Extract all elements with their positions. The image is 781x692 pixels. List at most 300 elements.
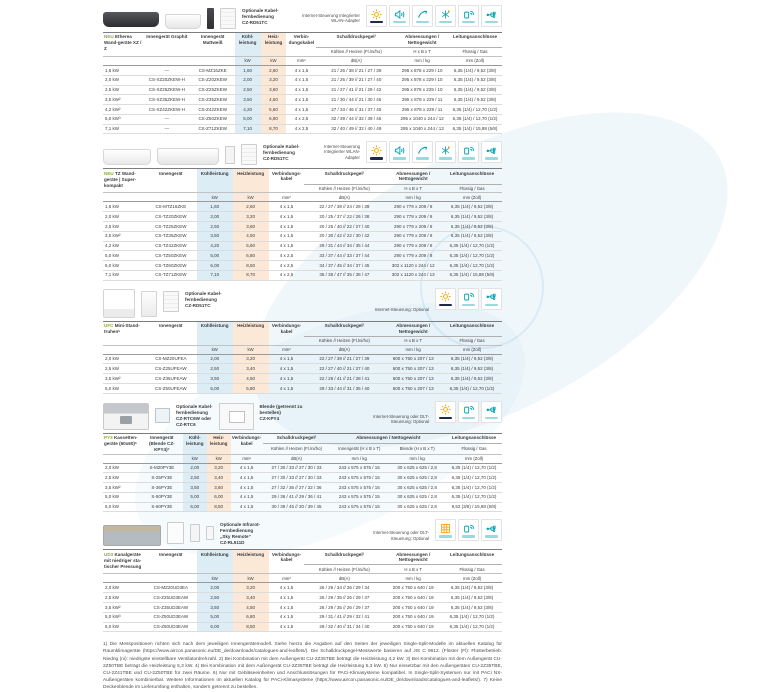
column-header: Schalldruckpegel¹ (304, 321, 384, 336)
value-cell: 6,35 (1/4) / 12,70 (1/2) (446, 492, 502, 502)
column-header: Kühl-leistung (183, 433, 207, 454)
mold-protect-icon (435, 141, 456, 163)
airflow-icon (412, 141, 433, 163)
note-line: CZ-RD51TC (185, 302, 211, 308)
icon-caption-bar (462, 535, 475, 537)
value-cell: 4 x 2,5 (269, 251, 305, 261)
capacity-cell: 3,5 kW² (103, 95, 143, 105)
column-header: Schalldruckpegel¹ (304, 550, 384, 565)
value-cell: 3,50 (183, 483, 207, 493)
value-cell: 4 x 1,5 (231, 492, 263, 502)
value-cell: 6,35 (1/4) / 12,70 (1/2) (442, 251, 502, 261)
column-subheader: Flüssig / Gas (448, 48, 502, 57)
value-cell: 4 x 1,5 (269, 221, 305, 231)
value-cell: 3,60 (261, 85, 287, 95)
column-subheader: Kühlen // Heizen (Fl./ni/ho) (316, 48, 396, 57)
value-cell: 6,35 (1/4) / 9,52 (3/8) (442, 231, 502, 241)
value-cell: 243 x 575 x 575 / 15 (330, 492, 388, 502)
section-title: UFC Mini-Stand-truhen⁵ (103, 321, 145, 345)
column-subheader: Blende (H x B x T) (388, 444, 446, 454)
value-cell: 4 x 1,5 (269, 364, 305, 374)
value-cell: 4,50 (233, 602, 269, 612)
column-subheader: H x B x T (396, 48, 448, 57)
note-line: CZ-RTC6W oder (176, 415, 212, 421)
quiet-icon (389, 141, 410, 163)
unit-cell (145, 193, 197, 202)
spec-row (103, 114, 502, 124)
value-cell: 6,35 (1/4) / 9,52 (3/8) (448, 75, 502, 85)
spec-row (103, 612, 502, 622)
airflow-icon (412, 5, 433, 27)
value-cell: CS-MZ16ZKE (191, 65, 235, 75)
wall-white-xl-image (157, 148, 219, 165)
unit-cell: kW (197, 345, 233, 354)
spec-row (103, 354, 502, 364)
value-cell: 4 x 1,5 (269, 354, 305, 364)
column-subheader: Kühlen // Heizen (Fl./ni/ho) (304, 565, 384, 574)
capacity-cell: 2,5 kW (103, 85, 143, 95)
value-cell: 26 / 29 / 35 // 26 / 29 / 37 (304, 602, 384, 612)
value-cell: CS-Z35UFEAW (145, 374, 197, 384)
value-cell: 6,00 (207, 492, 231, 502)
unit-cell (141, 454, 183, 463)
internet-control-note: Internet-Steuerung Integrierter WLAN-Adapter (302, 12, 360, 24)
value-cell: 22 / 27 / 39 // 21 / 27 / 39 (304, 354, 384, 364)
value-cell: CS-Z20ZKEW (191, 75, 235, 85)
value-cell: CS-Z50UD3EAW (145, 612, 197, 622)
note-line: CZ-RD51TC (263, 156, 289, 162)
feature-icons (435, 519, 502, 541)
note-line: bestellen) (259, 409, 281, 415)
value-cell: 4 x 2,5 (286, 114, 316, 124)
quiet-icon (389, 5, 410, 27)
column-subheader: Kühlen // Heizen (Fl./ni/ho) (263, 444, 331, 454)
value-cell: CS-XZ25ZKEW-H (143, 85, 191, 95)
value-cell: 200 x 750 x 640 / 19 (384, 622, 442, 632)
console-image (103, 289, 135, 318)
value-cell: S-60PY3E (141, 502, 183, 512)
connectivity-icon (481, 141, 502, 163)
icon-caption-bar (439, 157, 452, 159)
column-header: Kühl-leistung (235, 33, 261, 57)
unit-cell: dB(A) (304, 193, 384, 202)
value-cell: 6,00 (183, 502, 207, 512)
value-cell: 6,35 (1/4) / 9,52 (3/8) (442, 212, 502, 222)
column-subheader: Flüssig / Gas (442, 565, 502, 574)
column-header: Heiz-leistung (261, 33, 287, 57)
value-cell: 5,60 (233, 241, 269, 251)
value-cell: 4 x 1,5 (231, 473, 263, 483)
capacity-cell: 5,0 kW (103, 383, 145, 393)
spec-row (103, 492, 502, 502)
value-cell: 4 x 1,5 (286, 85, 316, 95)
value-cell: 4 x 1,5 (269, 583, 305, 593)
value-cell: 22 / 27 / 38 // 24 / 28 / 39 (304, 202, 384, 212)
value-cell: 5,60 (261, 105, 287, 115)
remote-wlan-icon (458, 288, 479, 310)
value-cell: 1,60 (197, 202, 233, 212)
note-line: fernbedienung (263, 150, 295, 156)
icon-caption-bar (485, 21, 498, 23)
series-tag: UFC (104, 322, 114, 328)
value-cell: 2,50 (197, 221, 233, 231)
spec-row (103, 75, 502, 85)
value-cell: 4 x 2,5 (286, 124, 316, 134)
unit-cell (103, 454, 141, 463)
value-cell: 4 x 1,5 (231, 502, 263, 512)
value-cell: 4 x 1,5 (269, 622, 305, 632)
value-cell: CS-TZ25ZKEW (145, 221, 197, 231)
value-cell: 3,20 (233, 212, 269, 222)
capacity-cell: 1,6 kW (103, 65, 143, 75)
unit-cell: mm / kg (396, 57, 448, 66)
spec-row (103, 502, 502, 512)
unit-cell: mm² (286, 57, 316, 66)
column-header: Heiz-leistung (207, 433, 231, 454)
value-cell: 600 x 750 x 207 / 13 (384, 383, 442, 393)
value-cell: 6,80 (233, 251, 269, 261)
note-line: Fernbedienung (220, 528, 254, 534)
column-subheader: Flüssig / Gas (442, 336, 502, 345)
column-header: Kühlleistung (197, 169, 233, 193)
value-cell: 5,00 (197, 251, 233, 261)
remote-pad-image (163, 291, 179, 312)
value-cell: 295 x 878 x 229 / 11 (396, 105, 448, 115)
note-line: CZ-RD51TC (242, 19, 268, 25)
value-cell: 243 x 575 x 575 / 15 (330, 463, 388, 473)
section-title: PY3 Kassetten-geräte (60x60)⁶ (103, 433, 141, 454)
value-cell: CS-Z42ZKEW (191, 105, 235, 115)
value-cell: 2,60 (233, 202, 269, 212)
value-cell: 4 x 1,5 (286, 95, 316, 105)
value-cell: 2,50 (197, 593, 233, 603)
value-cell: 20 / 25 / 37 // 22 / 26 / 38 (304, 212, 384, 222)
spec-row (103, 463, 502, 473)
value-cell: 6,35 (1/4) / 12,70 (1/2) (448, 114, 502, 124)
icon-caption-bar (485, 417, 498, 419)
value-cell: 6,35 (1/4) / 12,70 (1/2) (448, 105, 502, 115)
unit-cell: kW (197, 574, 233, 583)
column-header: Innengerät (145, 169, 197, 193)
icon-caption-bar (439, 304, 452, 306)
remote-wlan-icon (458, 519, 479, 541)
capacity-cell: 2,5 kW (103, 364, 145, 374)
unit-cell: mm² (269, 345, 305, 354)
column-header: Heizleistung (233, 169, 269, 193)
value-cell: 2,00 (197, 212, 233, 222)
value-cell: 290 x 779 x 209 / 8 (384, 231, 442, 241)
value-cell: 22 / 28 / 41 // 21 / 28 / 41 (304, 374, 384, 384)
value-cell: 20 / 26 / 40 // 22 / 27 / 40 (304, 221, 384, 231)
value-cell: CS-Z50UFEAW (145, 383, 197, 393)
nanoe-x-icon (435, 288, 456, 310)
note-line: CZ-RL511D (220, 540, 245, 546)
spec-table-ud3 (103, 549, 502, 632)
icon-caption-bar (485, 304, 498, 306)
column-header: Schalldruckpegel¹ (263, 433, 331, 444)
column-header: Verbindungs-kabel (269, 321, 305, 345)
value-cell: 4 x 2,5 (269, 261, 305, 271)
remote-white-image (167, 522, 184, 544)
value-cell: 4 x 1,5 (286, 75, 316, 85)
icon-caption-bar (370, 157, 383, 159)
note-line: Optionale Kabel- (176, 403, 213, 409)
value-cell: 2,50 (197, 364, 233, 374)
spec-row (103, 270, 502, 280)
value-cell: 2,50 (235, 85, 261, 95)
unit-cell: kW (233, 193, 269, 202)
value-cell: 302 x 1120 x 244 / 12 (384, 261, 442, 271)
value-cell: 4 x 1,5 (269, 383, 305, 393)
value-cell: CS-MTZ16ZKE (145, 202, 197, 212)
icon-caption-bar (439, 21, 452, 23)
capacity-cell: 2,0 kW (103, 463, 141, 473)
value-cell: S-50PY3E (141, 492, 183, 502)
value-cell: CS-Z35UD3EAW (145, 602, 197, 612)
grille-icon (435, 519, 456, 541)
value-cell: 3,50 (235, 95, 261, 105)
value-cell: 200 x 750 x 640 / 19 (384, 593, 442, 603)
value-cell: CS-Z60UD3EAW (145, 622, 197, 632)
product-strip (103, 1, 502, 32)
value-cell: 3,40 (207, 473, 231, 483)
value-cell: 4,50 (233, 231, 269, 241)
value-cell: 4 x 1,5 (269, 602, 305, 612)
icon-caption-bar (370, 21, 383, 23)
note-line: fernbedienung (176, 409, 208, 415)
value-cell: 29 / 31 / 44 // 34 / 35 / 44 (304, 241, 384, 251)
unit-cell: kW (207, 454, 231, 463)
capacity-cell: 6,0 kW (103, 261, 145, 271)
spec-table-tz (103, 168, 502, 280)
remote-mini-image (225, 146, 235, 164)
feature-icons (435, 401, 502, 423)
spec-row (103, 231, 502, 241)
unit-cell: dB(A) (304, 574, 384, 583)
series-tag: NEU (104, 34, 114, 40)
value-cell: 6,35 (1/4) / 12,70 (1/2) (442, 383, 502, 393)
unit-cell: mm / kg (330, 454, 388, 463)
icon-caption-bar (462, 157, 475, 159)
value-cell: CS-TZ42ZKEW (145, 241, 197, 251)
value-cell: S-36PY3E (141, 483, 183, 493)
internet-control-note: Internet-Steuerung oder DLT-Steuerung: Optional (373, 413, 429, 425)
value-cell: 3,40 (233, 364, 269, 374)
value-cell: 243 x 575 x 575 / 15 (330, 502, 388, 512)
value-cell: 3,40 (233, 593, 269, 603)
capacity-cell: 2,5 kW (103, 473, 141, 483)
value-cell: 27 / 33 / 46 // 31 / 37 / 45 (316, 105, 396, 115)
value-cell: CS-XZ35ZKEW-H (143, 95, 191, 105)
value-cell: 6,00 (197, 261, 233, 271)
section-ufc (103, 284, 502, 394)
capacity-cell: 4,2 kW² (103, 105, 143, 115)
feature-icons (435, 288, 502, 310)
unit-cell: mm² (269, 193, 305, 202)
spec-row (103, 261, 502, 271)
catalog-sections (103, 1, 502, 632)
spec-row (103, 202, 502, 212)
note-line: fernbedienung (185, 296, 217, 302)
column-header: Heizleistung (233, 550, 269, 574)
column-header: Innengerät Graphit (143, 33, 191, 57)
spec-row (103, 364, 502, 374)
spec-table-ufc (103, 321, 502, 394)
capacity-cell: 5,0 kW³ (103, 612, 145, 622)
value-cell: 6,35 (1/4) / 12,70 (1/2) (446, 463, 502, 473)
value-cell: 6,35 (1/4) / 9,52 (3/8) (442, 593, 502, 603)
value-cell: 4,20 (235, 105, 261, 115)
unit-cell (103, 193, 145, 202)
icon-caption-bar (462, 21, 475, 23)
unit-cell: dB(A) (316, 57, 396, 66)
remote-wlan-icon (458, 141, 479, 163)
value-cell: CS-Z25UFEAW (145, 364, 197, 374)
unit-cell: kW (183, 454, 207, 463)
spec-row (103, 602, 502, 612)
unit-cell: mm / kg (388, 454, 446, 463)
spec-row (103, 124, 502, 134)
value-cell: 4 x 1,5 (269, 612, 305, 622)
value-cell: — (143, 114, 191, 124)
value-cell: 8,50 (233, 261, 269, 271)
column-header: Leitungsanschlüsse (448, 33, 502, 48)
value-cell: 21 / 26 / 38 // 21 / 27 / 39 (316, 65, 396, 75)
spec-row (103, 383, 502, 393)
value-cell: 6,35 (1/4) / 15,88 (5/8) (448, 124, 502, 134)
column-header: Innengerät (145, 550, 197, 574)
value-cell: 5,00 (197, 383, 233, 393)
nanoe-x-icon (366, 141, 387, 163)
value-cell: S-M20PY3E (141, 463, 183, 473)
capacity-cell: 3,5 kW² (103, 374, 145, 384)
value-cell: 3,50 (197, 374, 233, 384)
spec-row (103, 251, 502, 261)
value-cell: 4 x 1,5 (231, 483, 263, 493)
value-cell: 4 x 2,5 (269, 270, 305, 280)
value-cell: 21 / 26 / 39 // 21 / 27 / 40 (316, 75, 396, 85)
optional-remote-note (176, 401, 213, 428)
spec-table-etherea (103, 32, 502, 134)
section-title: NEU Etherea Wand-geräte XZ / Z (103, 33, 143, 57)
note-line: Blende (getrennt zu (259, 403, 303, 409)
unit-cell: mm / kg (384, 345, 442, 354)
series-tag: NEU (104, 170, 114, 176)
remote-pad-image (241, 144, 257, 165)
value-cell: CS-Z50ZKEW (191, 114, 235, 124)
remote-mini-image (190, 524, 200, 542)
capacity-cell: 7,1 kW (103, 124, 143, 134)
value-cell: 6,35 (1/4) / 9,52 (3/8) (442, 602, 502, 612)
spec-row (103, 221, 502, 231)
column-header: Abmessungen / Nettogewicht (384, 550, 442, 565)
value-cell: 4 x 1,5 (286, 105, 316, 115)
unit-slim-dark-image (207, 8, 214, 29)
value-cell: CS-TZ71ZKEW (145, 270, 197, 280)
series-tag: UD3 (104, 551, 114, 557)
column-header: Verbindungs-kabel (269, 550, 305, 574)
column-header: Abmessungen / Nettogewicht (384, 169, 442, 184)
value-cell: 2,60 (261, 65, 287, 75)
capacity-cell: 7,1 kW (103, 270, 145, 280)
badge-sq-image (155, 408, 170, 423)
value-cell: CS-MZ20UD3EA (145, 583, 197, 593)
product-strip (103, 515, 502, 549)
column-subheader: H x B x T (384, 336, 442, 345)
product-strip (103, 397, 502, 433)
footnotes: 1) Die Messpositionen richten sich nach dem jeweiligen Innengerätemodell. Siehe hierzu die Angaben auf den Seiten der jeweiligen Single-Split-Modelle im aktuellen Katalog für Raumklimageräte (https://www.aircon.panasonic.eu/DE_de/downloads/catalogues-and-leaflets/). Die Schalldruckpegel-Messwerte basieren auf JIS C 9612. (Flüster (Fl): Flüsterbetrieb. Niedrig (ni): niedrigste einstellbare Ventilatordrehzahl. 2) Bei Kombination mit dem Außengerät CU-2Z35TBE beträgt die Heizleistung 4,2 kW. 3) Bei Kombination mit dem Außengerät CU-2Z50TBE beträgt die Heizleistung 5,3 kW. 4) Bei Kombination mit dem Außengerät CU-2Z35TBE beträgt die Heizleistung 5,3 kW. 5) Nur einsetzbar mit den Außengeräten CU-2Z35TBE, CU-2Z41TBE und CU-2Z50TBE für zwei Räume. 6) Nur mit Gebläseeinheiten und Anschlusslösungen für PACi-Klimasysteme kompatibel. In Single-Split-Systemen nur mit PACi NX-Außengeräten kombinierbar. Weitere Informationen im aktuellen Katalog für PACi-Klimasysteme (https://www.aircon.panasonic.eu/DE_de/downloads/catalogues-and-leaflets/). 7) Keine Deckenblende im Lieferumfang enthalten, sondern getrennt zu bestellen. (103, 642, 502, 691)
value-cell: 5,00 (197, 612, 233, 622)
nanoe-x-icon (366, 5, 387, 27)
value-cell: 29 / 32 / 40 // 31 / 34 / 40 (304, 622, 384, 632)
value-cell: — (143, 65, 191, 75)
value-cell: 6,35 (1/4) / 9,52 (3/8) (442, 221, 502, 231)
column-header: Innengerät Mattweiß (191, 33, 235, 57)
internet-control-note: Internet-Steuerung Integrierter WLAN-Adapter (324, 143, 360, 160)
column-header: Heizleistung (233, 321, 269, 345)
value-cell: 30 x 625 x 625 / 2,8 (388, 502, 446, 512)
value-cell: 290 x 779 x 209 / 8 (384, 241, 442, 251)
icon-caption-bar (416, 21, 429, 23)
value-cell: 2,50 (183, 473, 207, 483)
value-cell: 29 / 33 / 44 // 31 / 35 / 40 (304, 383, 384, 393)
connectivity-icon (481, 5, 502, 27)
unit-cell: mm (Zoll) (442, 193, 502, 202)
value-cell: 6,35 (1/4) / 9,52 (3/8) (442, 364, 502, 374)
value-cell: 6,35 (1/4) / 9,52 (3/8) (442, 583, 502, 593)
value-cell: 6,35 (1/4) / 9,52 (3/8) (448, 85, 502, 95)
value-cell: CS-XZ42ZKEW-H (143, 105, 191, 115)
optional-remote-note (185, 288, 222, 309)
value-cell: 32 / 39 / 44 // 32 / 39 / 46 (316, 114, 396, 124)
value-cell: 3,60 (233, 221, 269, 231)
value-cell: 2,00 (183, 463, 207, 473)
unit-cell: mm (Zoll) (442, 345, 502, 354)
value-cell: 3,20 (233, 583, 269, 593)
value-cell: 21 / 30 / 44 // 21 / 30 / 45 (316, 95, 396, 105)
remote-tiny-image (206, 526, 214, 540)
unit-cell: mm (Zoll) (448, 57, 502, 66)
value-cell: 29 / 36 / 41 // 29 / 36 / 41 (263, 492, 331, 502)
value-cell: 4 x 1,5 (269, 374, 305, 384)
value-cell: S-25PY3E (141, 473, 183, 483)
value-cell: 6,35 (1/4) / 12,70 (1/2) (442, 261, 502, 271)
value-cell: 6,35 (1/4) / 9,52 (3/8) (442, 374, 502, 384)
page-content (103, 1, 502, 692)
value-cell: 4 x 1,5 (286, 65, 316, 75)
capacity-cell: 2,0 kW (103, 212, 145, 222)
value-cell: 30 x 625 x 625 / 2,8 (388, 473, 446, 483)
unit-cell: kW (233, 345, 269, 354)
column-subheader: Flüssig / Gas (442, 184, 502, 193)
spec-row (103, 65, 502, 75)
value-cell: 6,35 (1/4) / 9,52 (3/8) (448, 65, 502, 75)
value-cell: CS-MZ20UFEA (145, 354, 197, 364)
value-cell: 6,00 (197, 622, 233, 632)
wall-dark-image (103, 12, 159, 27)
value-cell: 3,20 (233, 354, 269, 364)
capacity-cell: 6,0 kW (103, 622, 145, 632)
value-cell: 3,20 (261, 75, 287, 85)
capacity-cell: 3,5 kW² (103, 231, 145, 241)
value-cell: 26 / 29 / 34 // 26 / 29 / 34 (304, 583, 384, 593)
spec-row (103, 241, 502, 251)
section-title: UD3 Kanalgeräte mit niedriger sta-tischer Pressung (103, 550, 145, 574)
icon-caption-bar (439, 417, 452, 419)
optional-remote-note (263, 141, 300, 162)
value-cell: 3,20 (207, 463, 231, 473)
note-line: Optionale Kabel- (263, 144, 300, 150)
